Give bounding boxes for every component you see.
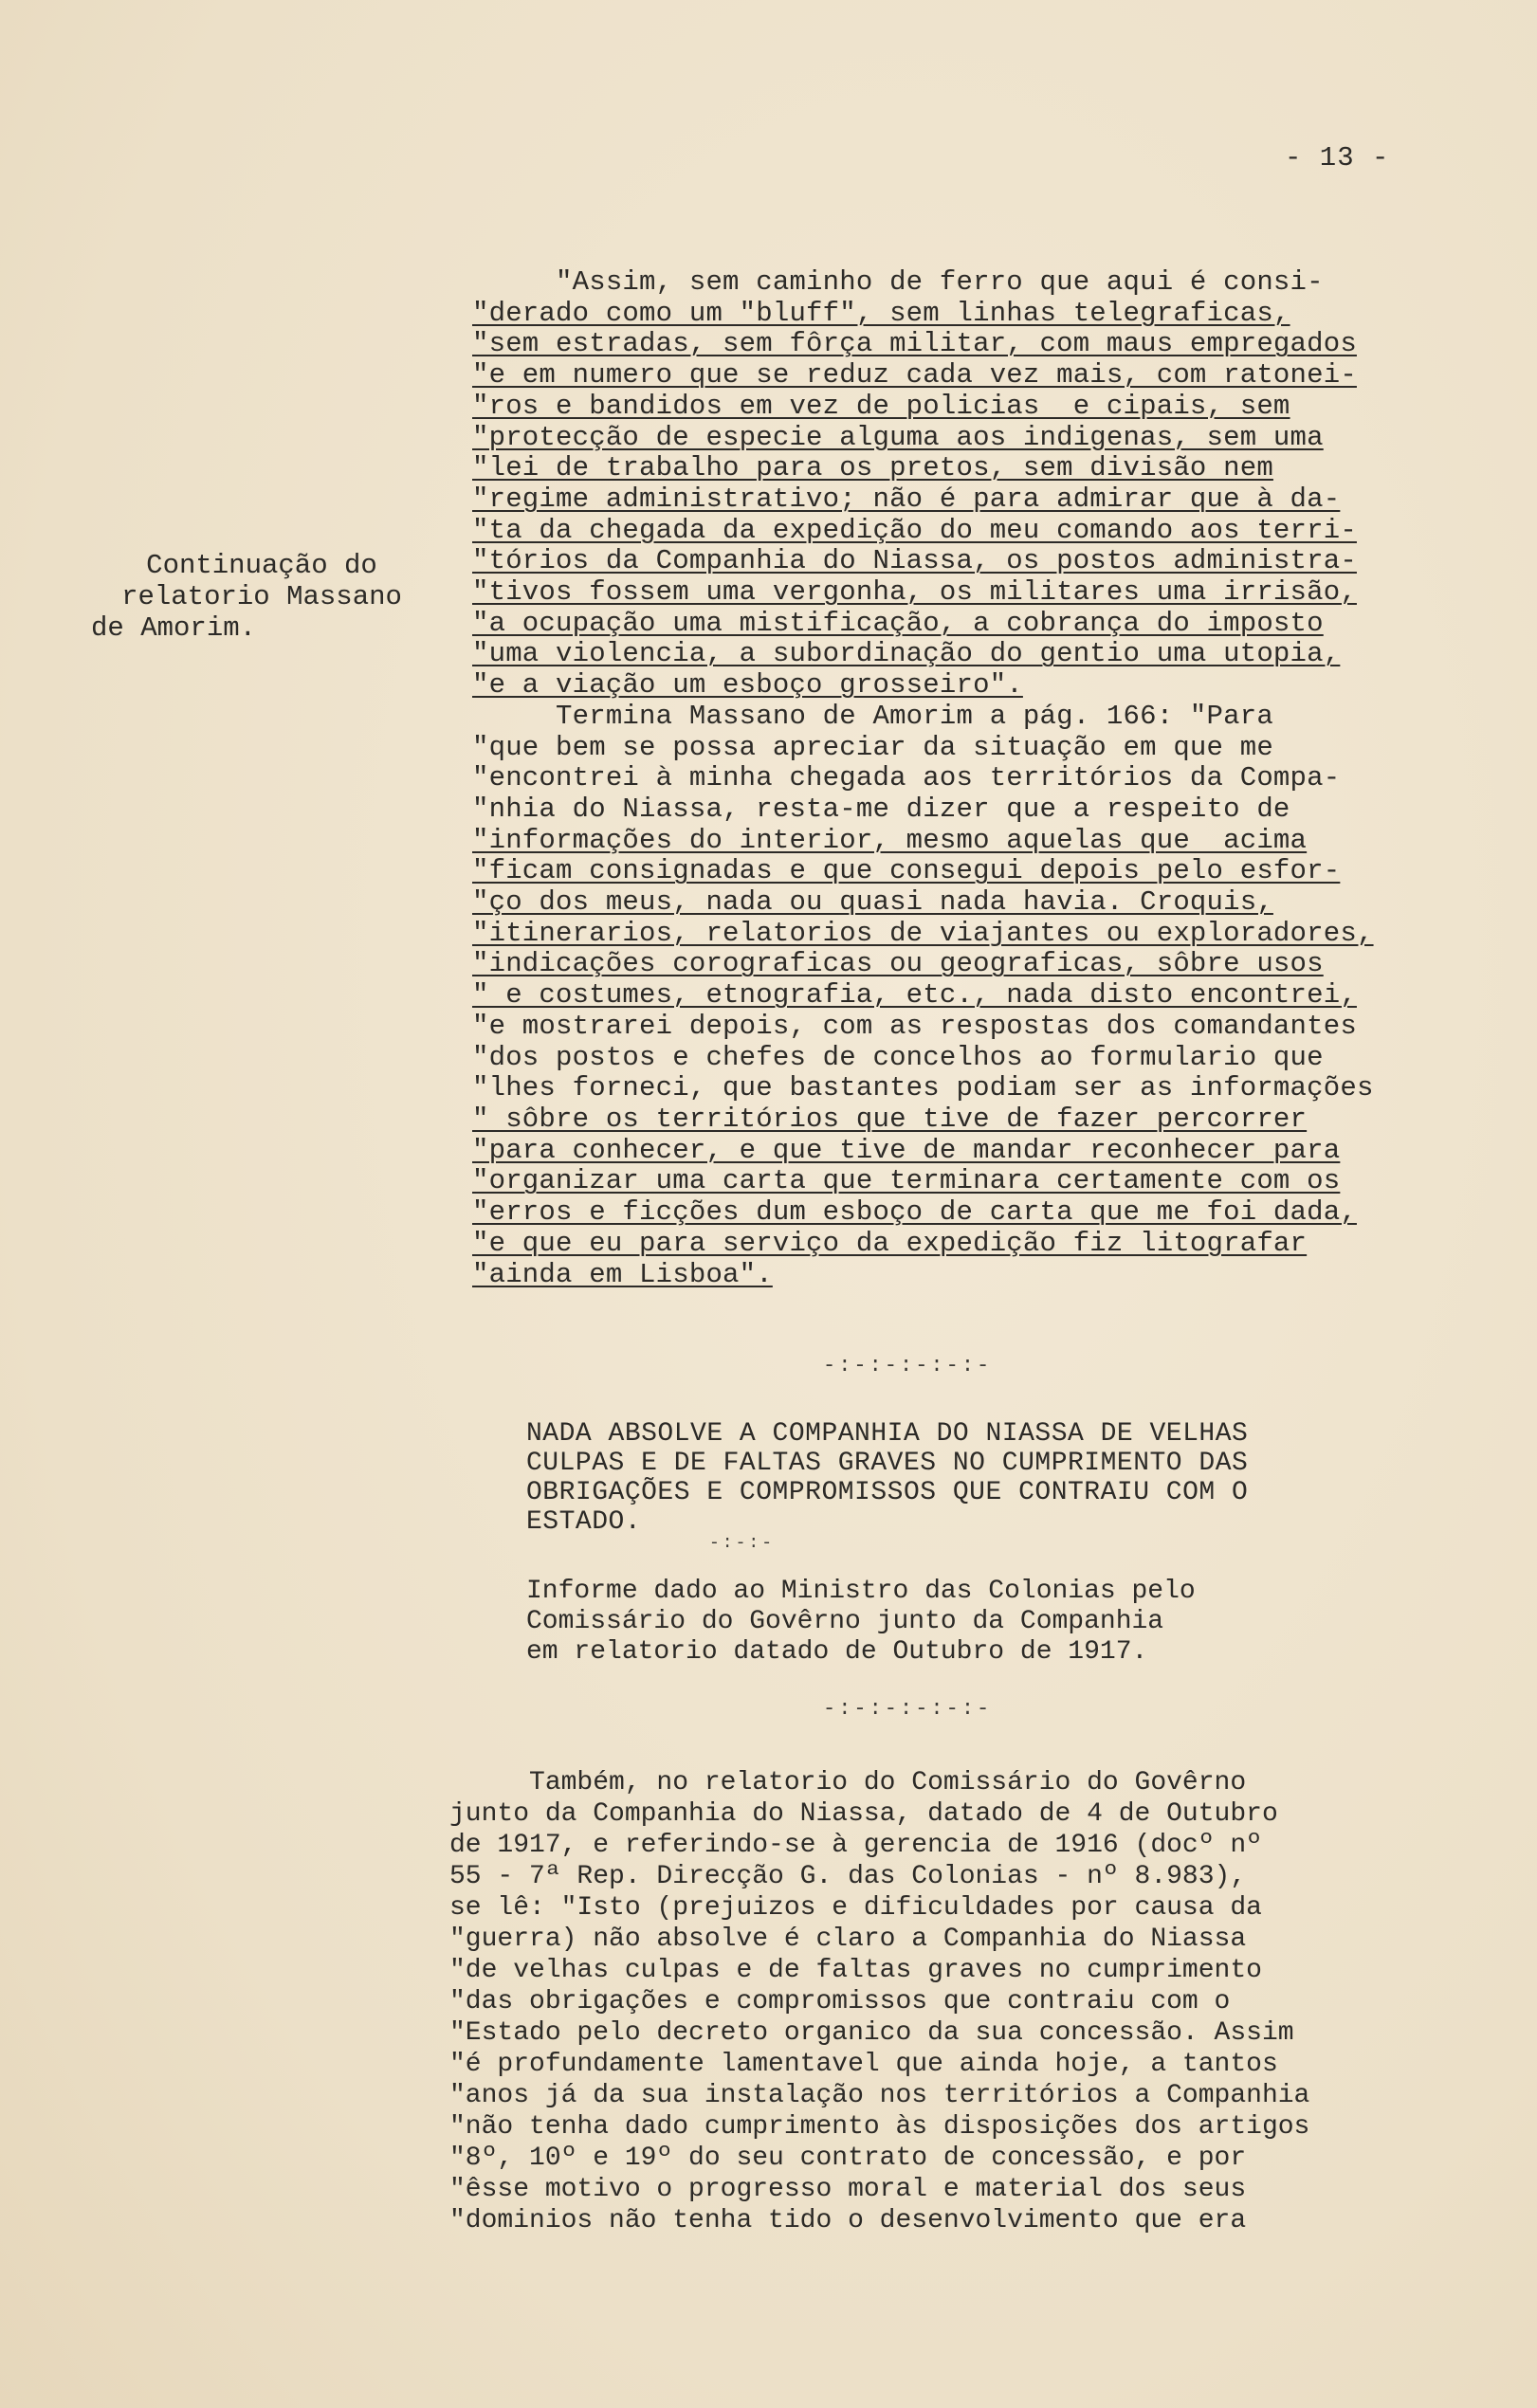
body-paragraph [449,1767,1521,2236]
text-line: "tórios da Companhia do Niassa, os postos administra- [472,545,1357,577]
text-line: "8º, 10º e 19º do seu contrato de concessão, e por [449,2143,1247,2173]
margin-note-line: de Amorim. [91,612,257,644]
text-line: "tivos fossem uma vergonha, os militares uma irrisão, [472,576,1357,609]
text-line: "é profundamente lamentavel que ainda hoje, a tantos [449,2050,1278,2079]
text-line: "e mostrarei depois, com as respostas dos comandantes [472,1010,1357,1042]
text-line: "uma violencia, a subordinação do gentio uma utopia, [472,638,1341,670]
page-number: - 13 - [1285,142,1390,173]
source-note-line: Comissário do Govêrno junto da Companhia [526,1607,1164,1636]
text-line: "não tenha dado cumprimento às disposições dos artigos [449,2112,1310,2142]
text-line: "que bem se possa apreciar da situação em que me [472,731,1273,763]
small-separator: -:-:- [709,1534,776,1553]
quoted-report-text [472,267,1515,1290]
text-line: "Estado pelo decreto organico da sua concessão. Assim [449,2018,1294,2048]
text-line: "regime administrativo; não é para admirar que à da- [472,483,1341,515]
section-separator: -:-:-:-:-:- [823,1697,993,1721]
text-line: "para conhecer, e que tive de mandar reconhecer para [472,1134,1341,1166]
heading-line: CULPAS E DE FALTAS GRAVES NO CUMPRIMENTO DAS [526,1449,1249,1478]
margin-note-line: relatorio Massano [121,581,402,612]
text-line: de 1917, e referindo-se à gerencia de 1916 (docº nº [449,1831,1262,1860]
source-note [526,1577,1436,1668]
text-line: "ficam consignadas e que consegui depois pelo esfor- [472,855,1341,887]
text-line: "ta da chegada da expedição do meu comando aos terri- [472,514,1357,546]
margin-note-line: Continuação do [146,550,377,581]
text-line: "e em numero que se reduz cada vez mais, com ratonei- [472,359,1357,392]
text-line: "das obrigações e compromissos que contraiu com o [449,1987,1231,2016]
text-line: "itinerarios, relatorios de viajantes ou exploradores, [472,917,1374,949]
text-line: "informações do interior, mesmo aquelas que acima [472,824,1308,856]
text-line: "e a viação um esboço grosseiro". [472,669,1023,702]
text-line: "indicações corograficas ou geograficas, sôbre usos [472,948,1324,980]
text-line: "encontrei à minha chegada aos territórios da Compa- [472,762,1341,794]
text-line: "derado como um "bluff", sem linhas telegraficas, [472,297,1290,329]
source-note-line: em relatorio datado de Outubro de 1917. [526,1637,1148,1667]
text-line: "de velhas culpas e de faltas graves no cumprimento [449,1956,1262,1985]
text-line: "sem estradas, sem fôrça militar, com maus empregados [472,328,1357,360]
text-line: " e costumes, etnografia, etc., nada disto encontrei, [472,979,1357,1012]
text-line: "guerra) não absolve é claro a Companhia do Niassa [449,1925,1247,1954]
margin-note [91,550,432,644]
text-line: "ço dos meus, nada ou quasi nada havia. Croquis, [472,886,1273,919]
text-line: se lê: "Isto (prejuizos e dificuldades por causa da [449,1893,1262,1923]
text-line: "erros e ficções dum esboço de carta que me foi dada, [472,1196,1357,1229]
heading-line: NADA ABSOLVE A COMPANHIA DO NIASSA DE VELHAS [526,1419,1249,1449]
section-heading [526,1419,1436,1537]
text-line: 55 - 7ª Rep. Direcção G. das Colonias - nº 8.983), [449,1862,1247,1891]
text-line: "êsse motivo o progresso moral e material dos seus [449,2175,1247,2204]
heading-line: ESTADO. [526,1507,642,1537]
text-line: "anos já da sua instalação nos territórios a Companhia [449,2081,1310,2110]
text-line: "Assim, sem caminho de ferro que aqui é consi- [472,266,1324,298]
text-line: "lei de trabalho para os pretos, sem divisão nem [472,452,1273,484]
text-line: "protecção de especie alguma aos indigenas, sem uma [472,421,1324,453]
text-line: Também, no relatorio do Comissário do Govêrno [449,1768,1247,1797]
text-line: Termina Massano de Amorim a pág. 166: "Para [472,700,1273,732]
text-line: " sôbre os territórios que tive de fazer percorrer [472,1103,1308,1135]
text-line: "lhes forneci, que bastantes podiam ser as informações [472,1072,1374,1104]
text-line: "dominios não tenha tido o desenvolvimento que era [449,2206,1247,2235]
text-line: "nhia do Niassa, resta-me dizer que a respeito de [472,793,1290,825]
text-line: "organizar uma carta que terminara certamente com os [472,1165,1341,1197]
text-line: "e que eu para serviço da expedição fiz litografar [472,1227,1308,1259]
source-note-line: Informe dado ao Ministro das Colonias pelo [526,1577,1196,1606]
text-line: junto da Companhia do Niassa, datado de 4 de Outubro [449,1799,1278,1829]
text-line: "dos postos e chefes de concelhos ao formulario que [472,1041,1324,1073]
text-line: "ros e bandidos em vez de policias e cipais, sem [472,390,1290,422]
text-line: "ainda em Lisboa". [472,1258,773,1290]
section-separator: -:-:-:-:-:- [823,1354,993,1377]
text-line: "a ocupação uma mistificação, a cobrança do imposto [472,607,1324,639]
heading-line: OBRIGAÇÕES E COMPROMISSOS QUE CONTRAIU COM O [526,1478,1249,1507]
